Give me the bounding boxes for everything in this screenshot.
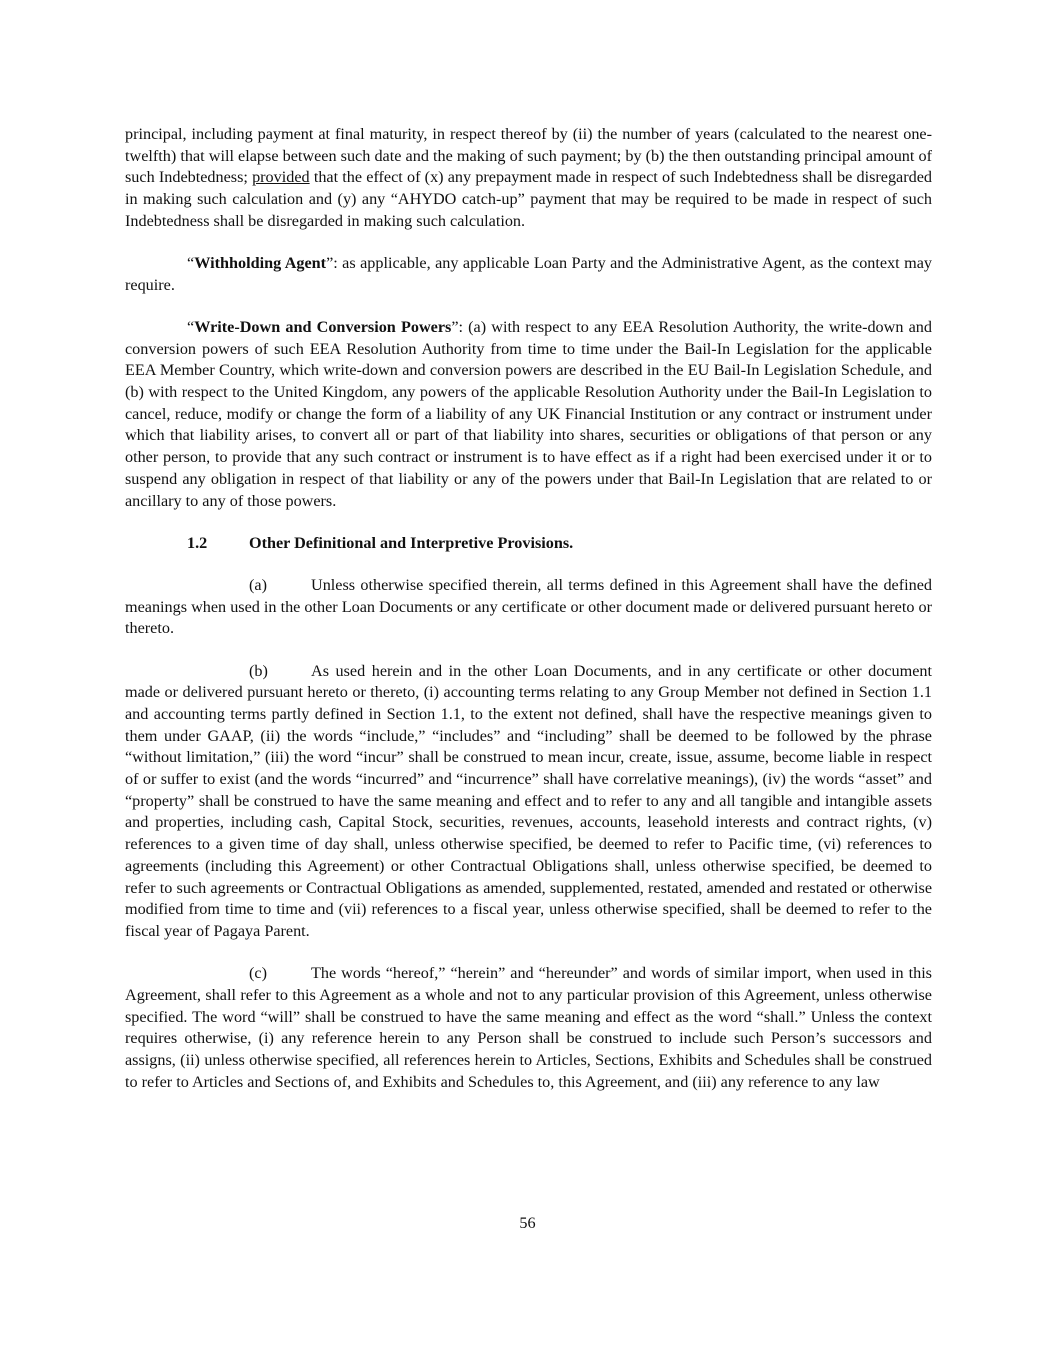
paragraph-text: that the effect of (x) any prepayment made in respect of such Indebtedness shall be disregarded in making such calculation and (y) any “AHYDO catch-up” payment that may be required to be made in respect of such Indebtedness shall be disregarded in making such calculation.	[125, 168, 932, 230]
section-heading	[125, 533, 932, 555]
subsection-text: Unless otherwise specified therein, all terms defined in this Agreement shall have the defined meanings when used in the other Loan Documents or any certificate or other document made or delivered pursuant hereto or thereto.	[125, 575, 932, 638]
subsection-text: As used herein and in the other Loan Documents, and in any certificate or other document made or delivered pursuant hereto or thereto, (i) accounting terms relating to any Group Member not defined in Section 1.1 and accounting terms partly defined in Section 1.1, to the extent not defined, shall have the respective meanings given to them under GAAP, (ii) the words “include,” “includes” and “including” shall be deemed to be followed by the phrase “without limitation,” (iii) the word “incur” shall be construed to mean incur, create, issue, assume, become liable in respect of or suffer to exist (and the words “incurred” and “incurrence” shall have correlative meanings), (iv) the words “asset” and “property” shall be construed to have the same meaning and effect and to refer to any and all tangible and intangible assets and properties, including cash, Capital Stock, securities, revenues, accounts, leasehold interests and contract rights, (v) references to a given time of day shall, unless otherwise specified, be deemed to refer to Pacific time, (vi) references to agreements (including this Agreement) or other Contractual Obligations shall, unless otherwise specified, be deemed to refer to such agreements or Contractual Obligations as amended, supplemented, restated, amended and restated or otherwise modified from time to time and (vii) references to a fiscal year, unless otherwise specified, shall be deemed to refer to the fiscal year of Pagaya Parent.	[125, 661, 932, 940]
definition-text: ”: as applicable, any applicable Loan Party and the Administrative Agent, as the context may require.	[125, 254, 932, 294]
paragraph-calculation-continuation	[125, 124, 932, 233]
subsection-label: (c)	[249, 964, 267, 983]
subsection-b	[125, 661, 932, 943]
paragraph-text: principal, including payment at final maturity, in respect thereof by (ii) the number of years (calculated to the nearest one-twelfth) that will elapse between such date and the making of such payment; by (b) the then outstanding principal amount of such Indebtedness;	[125, 125, 932, 187]
definition-withholding-agent	[125, 253, 932, 296]
defined-term: Write-Down and Conversion Powers	[194, 317, 452, 336]
definition-write-down-powers	[125, 317, 932, 512]
provided-term: provided	[252, 168, 310, 187]
subsection-text: The words “hereof,” “herein” and “hereunder” and words of similar import, when used in this Agreement, shall refer to this Agreement as a whole and not to any particular provision of this Agreement, unless otherwise specified. The word “will” shall be construed to have the same meaning and effect as the word “shall.” Unless the context requires otherwise, (i) any reference herein to any Person shall be construed to include such Person’s successors and assigns, (ii) unless otherwise specified, all references herein to Articles, Sections, Exhibits and Schedules shall be construed to refer to Articles and Sections of, and Exhibits and Schedules to, this Agreement, and (iii) any reference to any law	[125, 964, 932, 1091]
section-title: Other Definitional and Interpretive Provisions.	[249, 533, 574, 552]
subsection-c	[125, 963, 932, 1093]
open-quote: “	[187, 317, 195, 336]
section-number: 1.2	[187, 533, 208, 552]
subsection-label: (a)	[249, 575, 267, 594]
subsection-a	[125, 575, 932, 640]
page-number: 56	[519, 1214, 536, 1232]
open-quote: “	[187, 254, 195, 273]
defined-term: Withholding Agent	[194, 254, 327, 273]
subsection-label: (b)	[249, 661, 268, 680]
definition-text: ”: (a) with respect to any EEA Resolution Authority, the write-down and conversion powers of such EEA Resolution Authority from time to time under the Bail-In Legislation for the applicable EEA Member Country, which write-down and conversion powers are described in the EU Bail-In Legislation Schedule, and (b) with respect to the United Kingdom, any powers of the applicable Resolution Authority under the Bail-In Legislation to cancel, reduce, modify or change the form of a liability of any UK Financial Institution or any contract or instrument under which that liability arises, to convert all or part of that liability into shares, securities or obligations of that person or any other person, to provide that any such contract or instrument is to have effect as if a right had been exercised under it or to suspend any obligation in respect of that liability or any of the powers under that Bail-In Legislation that are related to or ancillary to any of those powers.	[125, 317, 932, 510]
document-page	[125, 124, 932, 1093]
